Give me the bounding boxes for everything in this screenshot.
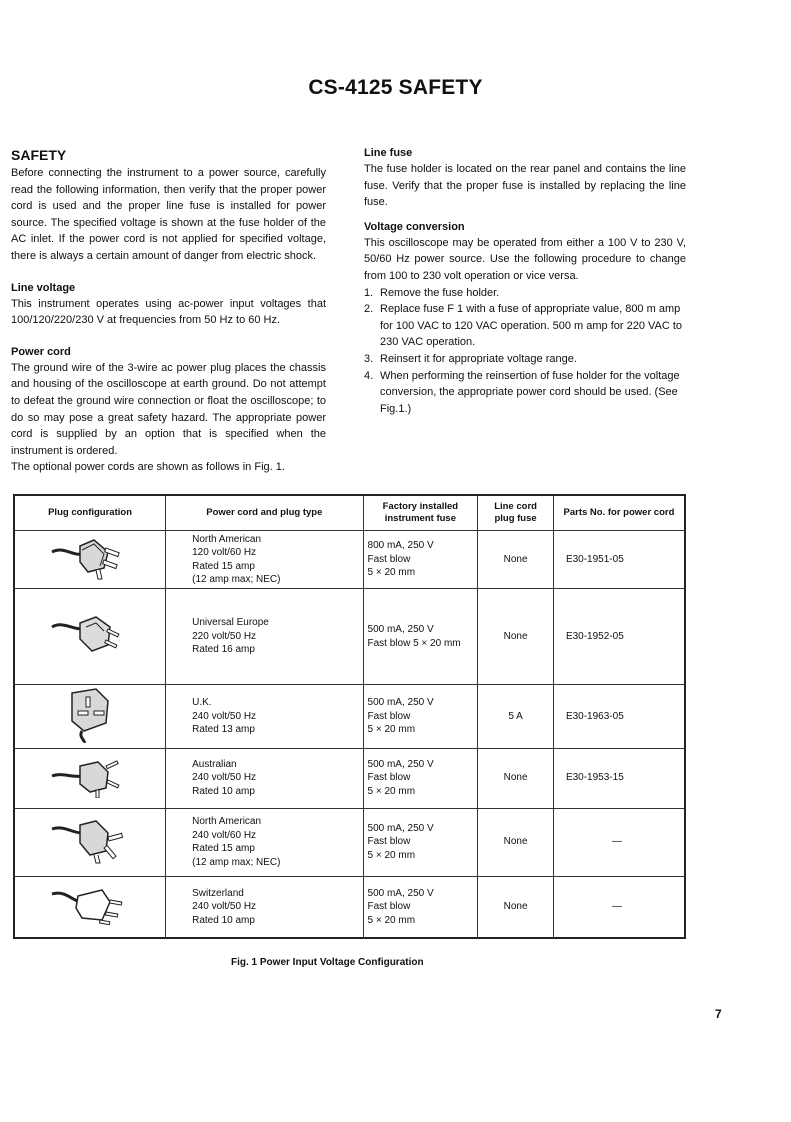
north-american-3-prong-plug-icon — [50, 532, 130, 587]
conversion-step: 1. Remove the fuse holder. — [364, 286, 500, 299]
power-cord-text: The ground wire of the 3-wire ac power plug places the chassis and housing of the oscilloscope at earth ground. Do not attempt to defeat the ground wire connection or float the oscilloscope; to do so may pose a great safety hazard. The appropriate power cord is supplied by an option that is specified when the instrument is ordered. — [11, 361, 326, 457]
parts-number: E30-1951-05 — [553, 531, 685, 589]
conversion-step: 3. Reinsert it for appropriate voltage range. — [364, 352, 577, 365]
table-row — [14, 876, 685, 938]
table-row — [14, 685, 685, 749]
table-row — [14, 589, 685, 685]
factory-fuse: 500 mA, 250 V Fast blow 5 × 20 mm — [363, 589, 478, 685]
conversion-steps — [364, 285, 686, 418]
parts-number: E30-1963-05 — [553, 685, 685, 749]
uk-plug-icon — [60, 685, 120, 748]
cord-description: North American 120 volt/60 Hz Rated 15 amp (12 amp max; NEC) — [166, 531, 363, 589]
cord-description: U.K. 240 volt/50 Hz Rated 13 amp — [166, 685, 363, 749]
factory-fuse: 800 mA, 250 V Fast blow 5 × 20 mm — [363, 531, 478, 589]
header-line-cord-fuse: Line cord plug fuse — [478, 495, 554, 531]
line-cord-fuse: None — [478, 589, 554, 685]
line-cord-fuse: None — [478, 531, 554, 589]
safety-heading: SAFETY — [11, 147, 67, 163]
line-fuse-text: The fuse holder is located on the rear panel and contains the line fuse. Verify that the proper fuse is installed by replacing the line fuse. — [364, 163, 686, 209]
line-voltage-text: This instrument operates using ac-power input voltages that 100/120/220/230 V at frequencies from 50 Hz to 60 Hz. — [11, 297, 326, 327]
power-cord-table — [13, 494, 686, 939]
line-cord-fuse: None — [478, 876, 554, 938]
line-cord-fuse: None — [478, 748, 554, 808]
power-cord-heading: Power cord — [11, 345, 71, 358]
conversion-step: 2. Replace fuse F 1 with a fuse of appropriate value, 800 m amp for 100 VAC to 120 VAC operation. 500 m amp for 220 VAC to 230 VAC operation. — [364, 303, 683, 349]
factory-fuse: 500 mA, 250 V Fast blow 5 × 20 mm — [363, 685, 478, 749]
conversion-step: 4. When performing the reinsertion of fuse holder for the voltage conversion, the appropriate power cord should be used. (See Fig.1.) — [364, 369, 680, 415]
right-column — [364, 145, 686, 417]
parts-number: E30-1953-15 — [553, 748, 685, 808]
universal-europe-plug-icon — [50, 609, 130, 664]
cord-description: Universal Europe 220 volt/50 Hz Rated 16 amp — [166, 589, 363, 685]
parts-number: — — [553, 876, 685, 938]
cord-description: North American 240 volt/60 Hz Rated 15 amp (12 amp max; NEC) — [166, 808, 363, 876]
australian-plug-icon — [50, 754, 130, 803]
table-row — [14, 808, 685, 876]
header-power-cord: Power cord and plug type — [166, 495, 363, 531]
line-voltage-heading: Line voltage — [11, 281, 76, 294]
parts-number: — — [553, 808, 685, 876]
header-plug-configuration: Plug configuration — [14, 495, 166, 531]
figure-caption: Fig. 1 Power Input Voltage Configuration — [231, 957, 424, 968]
table-row — [14, 531, 685, 589]
cord-description: Australian 240 volt/50 Hz Rated 10 amp — [166, 748, 363, 808]
line-cord-fuse: 5 A — [478, 685, 554, 749]
power-cord-text-2: The optional power cords are shown as follows in Fig. 1. — [11, 461, 285, 474]
cord-description: Switzerland 240 volt/50 Hz Rated 10 amp — [166, 876, 363, 938]
table-row — [14, 748, 685, 808]
page-title: CS-4125 SAFETY — [308, 76, 483, 99]
header-factory-fuse: Factory installed instrument fuse — [363, 495, 478, 531]
factory-fuse: 500 mA, 250 V Fast blow 5 × 20 mm — [363, 808, 478, 876]
line-cord-fuse: None — [478, 808, 554, 876]
switzerland-plug-icon — [50, 882, 130, 933]
header-parts-number: Parts No. for power cord — [553, 495, 685, 531]
page-number: 7 — [715, 1007, 722, 1021]
voltage-conversion-text: This oscilloscope may be operated from either a 100 V to 230 V, 50/60 Hz power source. Use the following procedure to change from 100 to 230 volt operation or vice versa. — [364, 236, 686, 282]
line-fuse-heading: Line fuse — [364, 147, 413, 159]
parts-number: E30-1952-05 — [553, 589, 685, 685]
factory-fuse: 500 mA, 250 V Fast blow 5 × 20 mm — [363, 748, 478, 808]
left-column — [11, 146, 326, 476]
table-header-row — [14, 495, 685, 531]
north-american-240v-plug-icon — [50, 815, 130, 870]
factory-fuse: 500 mA, 250 V Fast blow 5 × 20 mm — [363, 876, 478, 938]
voltage-conversion-heading: Voltage conversion — [364, 220, 465, 233]
safety-intro: Before connecting the instrument to a power source, carefully read the following information, then verify that the proper power cord is used and the proper line fuse is installed for power source. The specified voltage is shown at the fuse holder of the AC inlet. If the power cord is not applied for specified voltage, there is always a certain amount of danger from electric shock. — [11, 167, 326, 262]
